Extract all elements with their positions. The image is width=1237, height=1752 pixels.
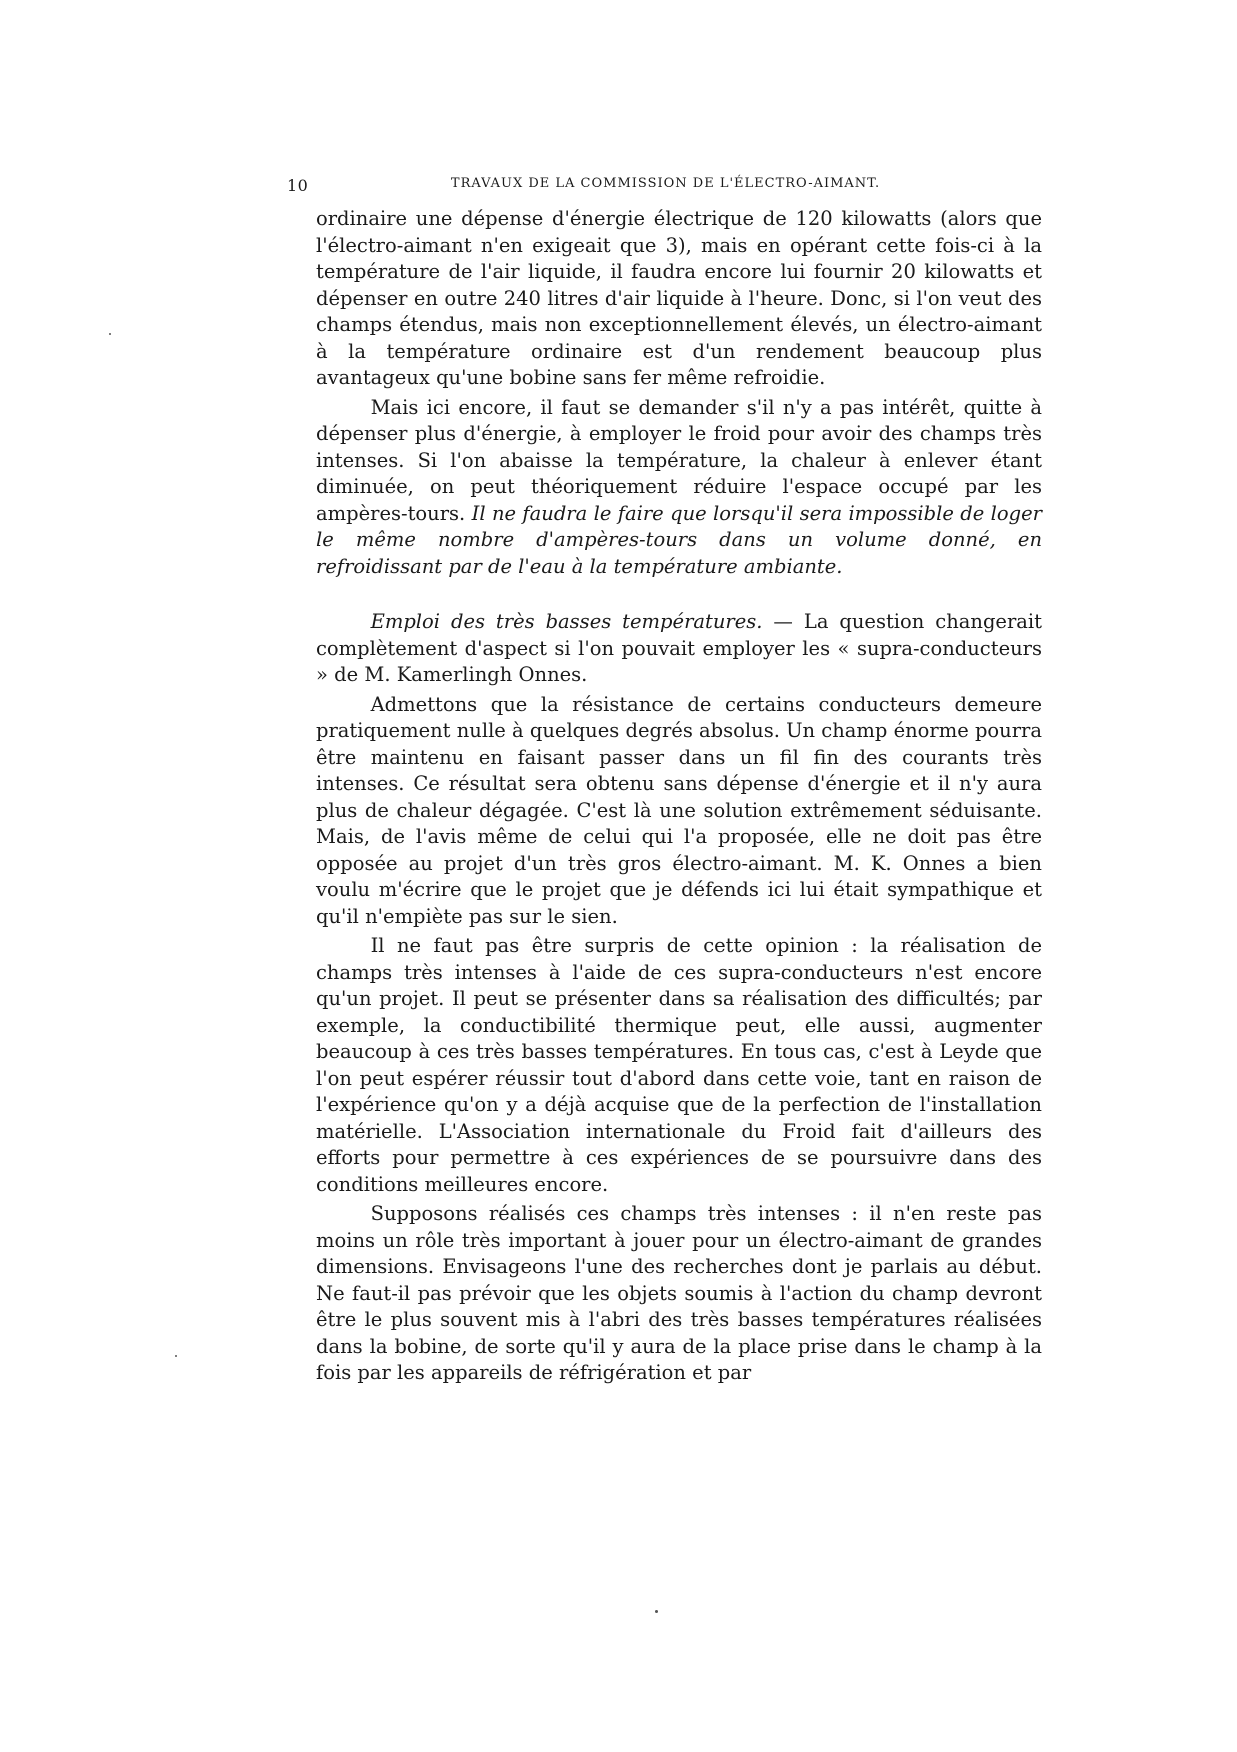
running-head: TRAVAUX DE LA COMMISSION DE L'ÉLECTRO-AIMANT. bbox=[450, 176, 881, 191]
scan-speck bbox=[109, 333, 111, 335]
paragraph-4 bbox=[316, 692, 1042, 931]
page-header bbox=[287, 176, 1044, 200]
paragraph-1 bbox=[316, 206, 1042, 392]
paragraph-6-text: Supposons réalisés ces champs très intenses : il n'en reste pas moins un rôle très important à jouer pour un électro-aimant de grandes dimensions. Envisageons l'une des recherches dont je parlais au début. Ne faut-il pas prévoir que les objets soumis à l'action du champ devront être le plus souvent mis à l'abri des très basses températures réalisées dans la bobine, de sorte qu'il y aura de la place prise dans le champ à la fois par les appareils de réfrigération et par bbox=[316, 1202, 1042, 1384]
paragraph-5-text: Il ne faut pas être surpris de cette opinion : la réalisation de champs très intenses à l'aide de ces supra-conducteurs n'est encore qu'un projet. Il peut se présenter dans sa réalisation des difficultés; par exemple, la conductibilité thermique peut, elle aussi, augmenter beaucoup à ces très basses températures. En tous cas, c'est à Leyde que l'on peut espérer réussir tout d'abord dans cette voie, tant en raison de l'expérience qu'on y a déjà acquise que de la perfection de l'installation matérielle. L'Association internationale du Froid fait d'ailleurs des efforts pour permettre à ces expériences de se poursuivre dans des conditions meilleures encore. bbox=[316, 934, 1042, 1196]
paragraph-3-text: — La question changerait complètement d'aspect si l'on pouvait employer les « supra-conducteurs » de M. Kamerlingh Onnes. bbox=[316, 610, 1042, 686]
body-text bbox=[316, 206, 1042, 1390]
paragraph-2-italic: Il ne faudra le faire que lorsqu'il sera impossible de loger le même nombre d'ampères-tours dans un volume donné, en refroidissant par de l'eau à la température ambiante. bbox=[316, 501, 1042, 578]
scan-speck bbox=[175, 1355, 177, 1357]
paragraph-4-text: Admettons que la résistance de certains conducteurs demeure pratiquement nulle à quelques degrés absolus. Un champ énorme pourra être maintenu en faisant passer dans un fil fin des courants très intenses. Ce résultat sera obtenu sans dépense d'énergie et il n'y aura plus de chaleur dégagée. C'est là une solution extrêmement séduisante. Mais, de l'avis même de celui qui l'a proposée, elle ne doit pas être opposée au projet d'un très gros électro-aimant. M. K. Onnes a bien voulu m'écrire que le projet que je défends ici lui était sympathique et qu'il n'empiète pas sur le sien. bbox=[316, 692, 1043, 928]
paragraph-2-text: Mais ici encore, il faut se demander s'il n'y a pas intérêt, quitte à dépenser plus d'énergie, à employer le froid pour avoir des champs très intenses. Si l'on abaisse la température, la chaleur à enlever étant diminuée, on peut théoriquement réduire l'espace occupé par les ampères-tours. bbox=[316, 395, 1042, 525]
paragraph-6 bbox=[316, 1201, 1042, 1387]
paragraph-1-text: ordinaire une dépense d'énergie électrique de 120 kilowatts (alors que l'électro-aimant n'en exigeait que 3), mais en opérant cette fois-ci à la température de l'air liquide, il faudra encore lui fournir 20 kilowatts et dépenser en outre 240 litres d'air liquide à l'heure. Donc, si l'on veut des champs étendus, mais non exceptionnellement élevés, un électro-aimant à la température ordinaire est d'un rendement beaucoup plus avantageux qu'une bobine sans fer même refroidie. bbox=[316, 207, 1042, 389]
paragraph-5 bbox=[316, 933, 1042, 1198]
paragraph-2 bbox=[316, 395, 1042, 581]
section-gap bbox=[316, 583, 1042, 609]
section-heading: Emploi des très basses températures. bbox=[370, 610, 763, 633]
paragraph-3 bbox=[316, 609, 1042, 689]
page-number: 10 bbox=[287, 176, 309, 195]
scan-speck bbox=[655, 1610, 658, 1613]
